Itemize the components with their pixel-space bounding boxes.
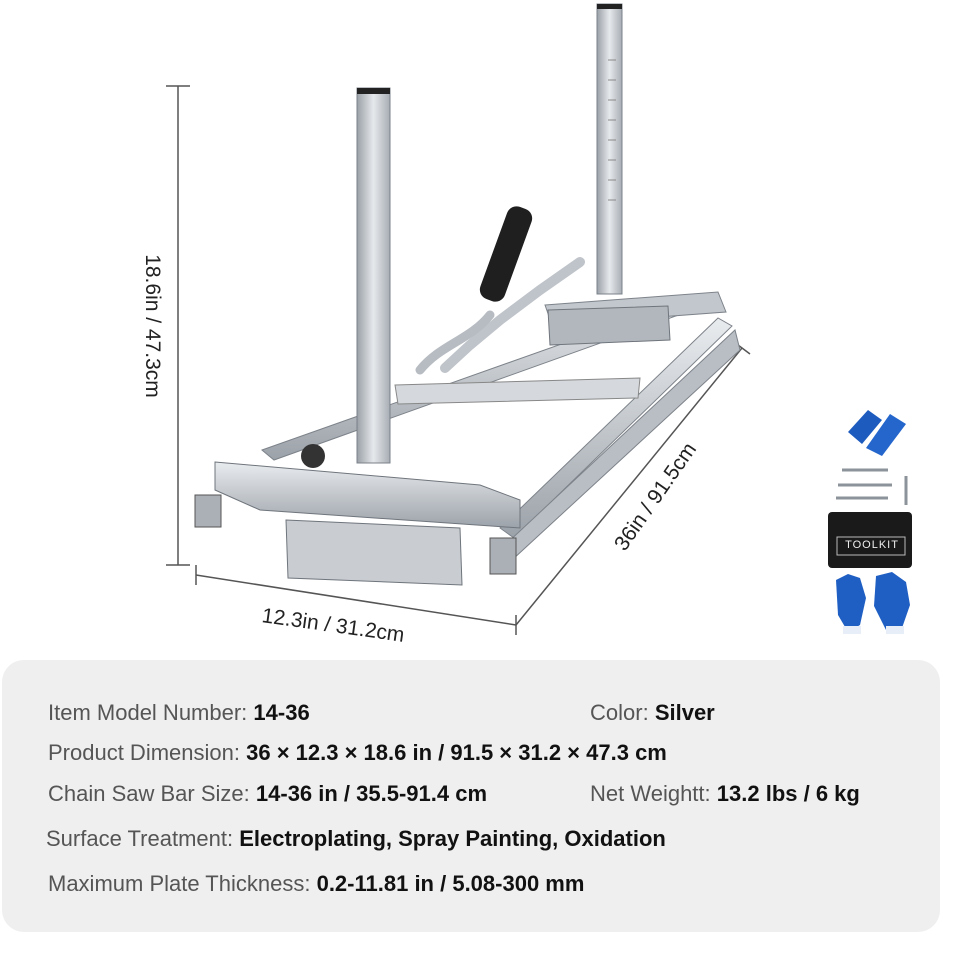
gloves-icon — [836, 572, 910, 634]
handle-grip — [477, 204, 535, 305]
left-post-cap — [357, 88, 390, 94]
spec-color-label: Color: — [590, 700, 649, 725]
spec-weight-label: Net Weightt: — [590, 781, 711, 806]
rear-clamp — [548, 306, 670, 345]
height-dimension-label: 18.6in / 47.3cm — [141, 254, 164, 398]
length-dimension-label: 36in / 91.5cm — [610, 438, 702, 555]
spec-color — [590, 700, 715, 726]
right-post-cap — [597, 4, 622, 9]
spec-dimension — [48, 740, 667, 766]
spec-bar-size-label: Chain Saw Bar Size: — [48, 781, 250, 806]
specifications-panel — [2, 660, 940, 932]
wrenches-icon — [836, 470, 906, 505]
spec-surface-label: Surface Treatment: — [46, 826, 234, 851]
cross-bar — [395, 378, 640, 404]
spec-model-value: 14-36 — [253, 700, 310, 725]
blue-wedges-icon — [848, 410, 906, 456]
spec-dimension-label: Product Dimension: — [48, 740, 240, 765]
spec-dimension-value: 36 × 12.3 × 18.6 in / 91.5 × 31.2 × 47.3 cm — [246, 740, 667, 765]
spec-bar-size — [48, 781, 487, 807]
spec-plate — [48, 871, 584, 897]
spec-bar-size-value: 14-36 in / 35.5-91.4 cm — [255, 781, 488, 806]
mill-frame — [195, 204, 740, 585]
spec-plate-label: Maximum Plate Thickness: — [48, 871, 311, 896]
spec-model-label: Item Model Number: — [48, 700, 248, 725]
right-post — [597, 4, 622, 294]
front-clamp — [286, 520, 462, 585]
accessories — [828, 410, 912, 634]
right-foot — [490, 538, 516, 574]
spec-weight-value: 13.2 lbs / 6 kg — [716, 781, 860, 806]
spec-plate-value: 0.2-11.81 in / 5.08-300 mm — [316, 871, 585, 896]
spec-model — [48, 700, 310, 726]
width-dimension-label: 12.3in / 31.2cm — [260, 604, 406, 647]
toolkit-bag-label: TOOLKIT — [845, 539, 899, 551]
left-foot — [195, 495, 221, 527]
left-knob — [301, 444, 325, 468]
front-end-plate — [215, 462, 520, 528]
spec-color-value: Silver — [654, 700, 715, 725]
spec-weight — [590, 781, 860, 807]
height-dimension-line — [166, 86, 190, 565]
left-post — [357, 88, 390, 463]
spec-surface-value: Electroplating, Spray Painting, Oxidation — [239, 826, 666, 851]
spec-surface — [46, 826, 666, 852]
